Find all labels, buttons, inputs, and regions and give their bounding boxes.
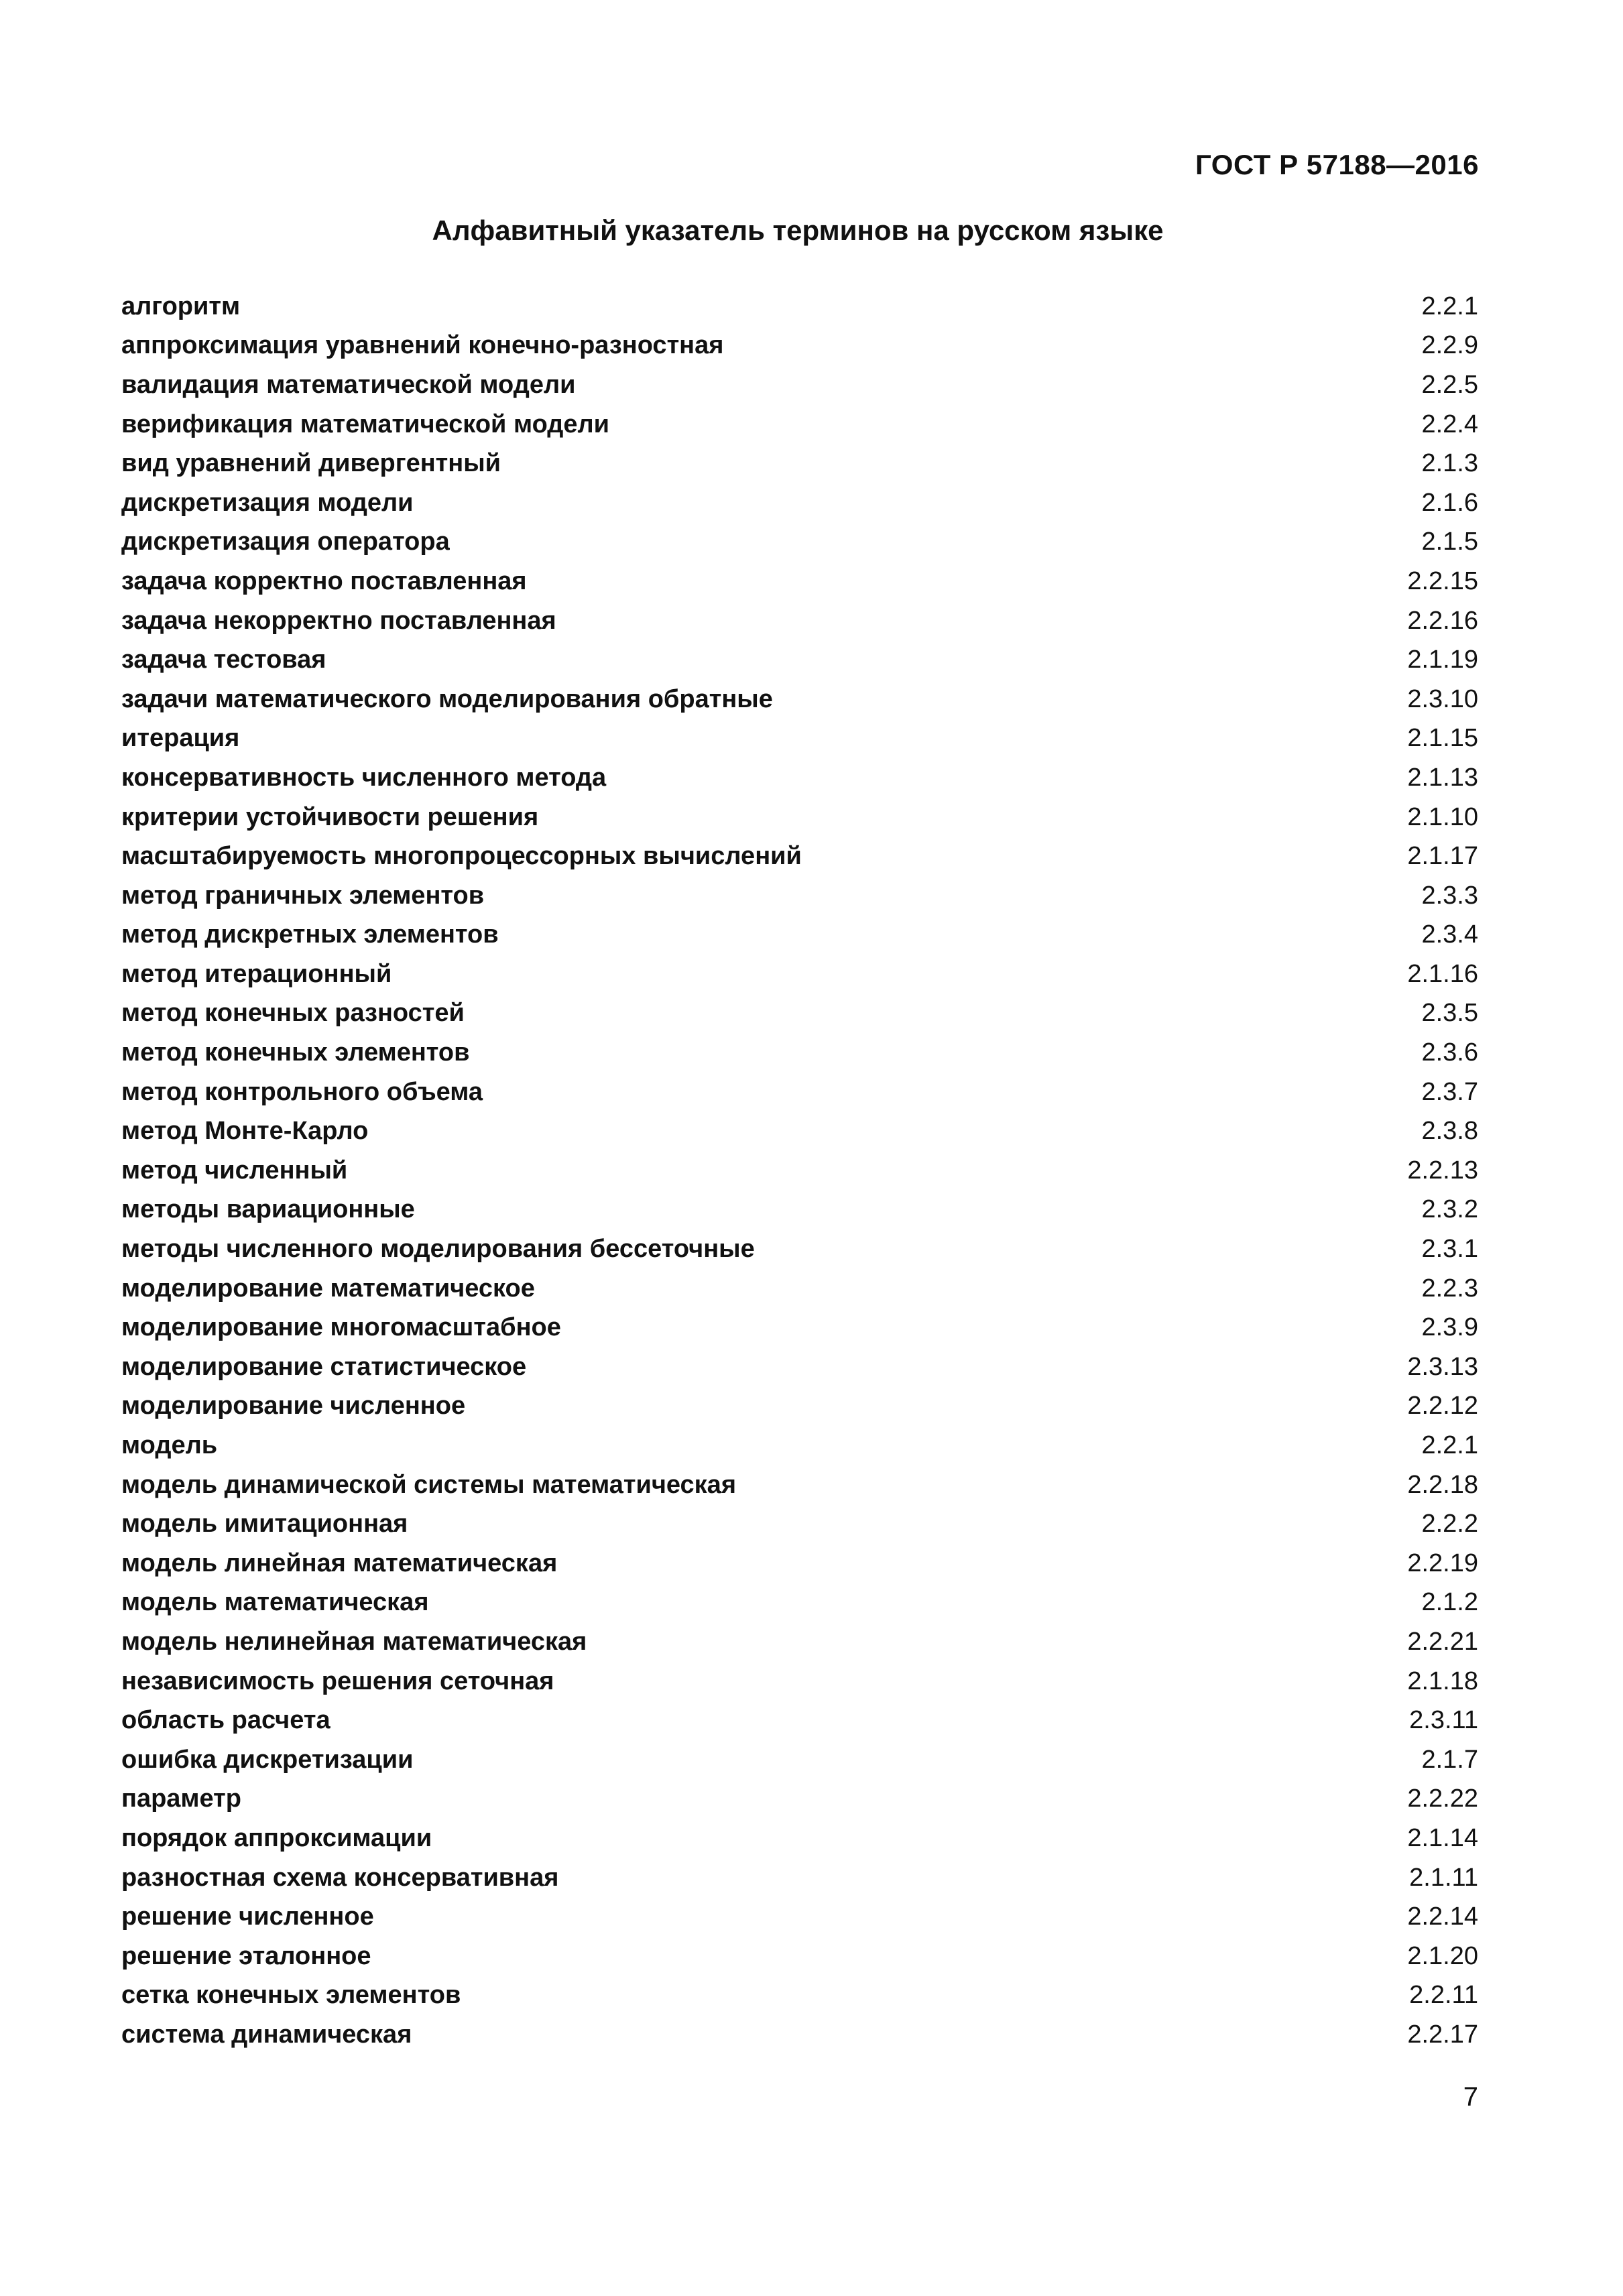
index-entry-ref: 2.2.22 xyxy=(1407,1785,1478,1813)
index-entry xyxy=(121,1426,1478,1465)
index-entry xyxy=(121,1662,1478,1701)
index-entry-ref: 2.2.1 xyxy=(1421,1431,1478,1460)
index-entry-term: консервативность численного метода xyxy=(121,763,607,792)
index-entry-ref: 2.1.7 xyxy=(1421,1745,1478,1774)
index-entry-ref: 2.1.2 xyxy=(1421,1588,1478,1617)
index-entry-term: задача корректно поставленная xyxy=(121,566,527,595)
index-entry xyxy=(121,1622,1478,1662)
index-entry-term: система динамическая xyxy=(121,2020,412,2049)
index-entry xyxy=(121,1780,1478,1819)
index-entry xyxy=(121,523,1478,562)
index-entry xyxy=(121,1308,1478,1347)
index-entry xyxy=(121,405,1478,444)
index-entry xyxy=(121,1269,1478,1309)
index-entry-ref: 2.1.17 xyxy=(1407,842,1478,871)
index-entry xyxy=(121,798,1478,837)
index-entry-term: разностная схема консервативная xyxy=(121,1863,559,1892)
index-entry xyxy=(121,444,1478,483)
index-entry-term: область расчета xyxy=(121,1706,330,1735)
index-entry-ref: 2.1.20 xyxy=(1407,1941,1478,1970)
index-entry xyxy=(121,916,1478,955)
index-entry xyxy=(121,640,1478,680)
index-entry-term: модель математическая xyxy=(121,1588,429,1617)
index-entry-term: метод граничных элементов xyxy=(121,881,485,910)
index-entry-ref: 2.2.9 xyxy=(1421,331,1478,360)
index-entry xyxy=(121,1583,1478,1623)
index-title: Алфавитный указатель терминов на русском языке xyxy=(432,215,1164,246)
index-entry-ref: 2.1.6 xyxy=(1421,488,1478,517)
index-entry-term: масштабируемость многопроцессорных вычислений xyxy=(121,842,802,871)
index-entry-ref: 2.3.1 xyxy=(1421,1235,1478,1264)
index-entry xyxy=(121,758,1478,798)
index-entry-ref: 2.1.18 xyxy=(1407,1667,1478,1695)
index-entry-ref: 2.1.19 xyxy=(1407,646,1478,674)
index-entry xyxy=(121,326,1478,366)
index-entry-ref: 2.2.16 xyxy=(1407,606,1478,635)
index-entry-ref: 2.3.8 xyxy=(1421,1117,1478,1146)
index-entry xyxy=(121,1191,1478,1230)
index-entry-ref: 2.3.9 xyxy=(1421,1313,1478,1342)
index-entry xyxy=(121,1897,1478,1937)
index-entry-ref: 2.2.11 xyxy=(1409,1981,1478,2010)
index-entry-term: метод Монте-Карло xyxy=(121,1117,369,1146)
index-entry xyxy=(121,994,1478,1034)
index-entry-ref: 2.1.3 xyxy=(1421,449,1478,478)
index-entry-ref: 2.3.4 xyxy=(1421,920,1478,949)
index-entry xyxy=(121,680,1478,719)
index-entry-term: порядок аппроксимации xyxy=(121,1823,432,1852)
index-entry-ref: 2.3.5 xyxy=(1421,999,1478,1028)
index-entry xyxy=(121,955,1478,994)
index-entry-ref: 2.2.18 xyxy=(1407,1470,1478,1499)
index-entry xyxy=(121,1701,1478,1740)
index-entry-ref: 2.2.15 xyxy=(1407,566,1478,595)
index-entry-term: критерии устойчивости решения xyxy=(121,802,539,831)
index-entry-ref: 2.2.5 xyxy=(1421,370,1478,399)
index-entry-term: решение эталонное xyxy=(121,1941,371,1970)
index-entry xyxy=(121,1740,1478,1780)
index-entry-term: верификация математической модели xyxy=(121,410,610,438)
index-entry-ref: 2.1.11 xyxy=(1409,1863,1478,1892)
index-entry xyxy=(121,1033,1478,1073)
index-entry-term: метод численный xyxy=(121,1156,348,1185)
index-entry-ref: 2.2.1 xyxy=(1421,292,1478,320)
index-entry-term: метод конечных элементов xyxy=(121,1038,470,1067)
index-entry xyxy=(121,1347,1478,1387)
index-entry-ref: 2.1.5 xyxy=(1421,528,1478,556)
index-entry-term: метод дискретных элементов xyxy=(121,920,499,949)
index-entry xyxy=(121,1387,1478,1427)
index-entry xyxy=(121,1229,1478,1269)
index-entry xyxy=(121,1465,1478,1505)
index-entry-term: вид уравнений дивергентный xyxy=(121,449,501,478)
index-entry xyxy=(121,1819,1478,1858)
term-index-list xyxy=(121,287,1478,2055)
index-entry xyxy=(121,562,1478,601)
index-entry-term: сетка конечных элементов xyxy=(121,1981,461,2010)
index-entry xyxy=(121,1151,1478,1191)
index-entry xyxy=(121,483,1478,523)
index-entry-term: метод итерационный xyxy=(121,959,392,988)
index-entry-term: методы вариационные xyxy=(121,1195,415,1224)
index-entry xyxy=(121,1544,1478,1583)
index-entry-term: аппроксимация уравнений конечно-разностная xyxy=(121,331,724,360)
index-entry-term: моделирование численное xyxy=(121,1392,466,1421)
index-entry-term: независимость решения сеточная xyxy=(121,1667,554,1695)
index-entry-ref: 2.1.10 xyxy=(1407,802,1478,831)
page-number: 7 xyxy=(1463,2082,1478,2112)
index-entry-ref: 2.3.2 xyxy=(1421,1195,1478,1224)
index-entry-term: моделирование математическое xyxy=(121,1274,535,1303)
index-entry-ref: 2.2.13 xyxy=(1407,1156,1478,1185)
index-entry-term: дискретизация оператора xyxy=(121,528,450,556)
index-entry xyxy=(121,601,1478,641)
index-entry-ref: 2.3.7 xyxy=(1421,1077,1478,1106)
index-entry-term: итерация xyxy=(121,724,240,753)
index-entry-term: модель линейная математическая xyxy=(121,1549,558,1577)
index-entry-term: моделирование многомасштабное xyxy=(121,1313,561,1342)
index-entry-term: ошибка дискретизации xyxy=(121,1745,414,1774)
index-entry xyxy=(121,1073,1478,1112)
index-entry-term: метод конечных разностей xyxy=(121,999,465,1028)
index-entry-ref: 2.2.12 xyxy=(1407,1392,1478,1421)
index-entry-ref: 2.3.3 xyxy=(1421,881,1478,910)
index-entry xyxy=(121,1504,1478,1544)
index-entry xyxy=(121,837,1478,876)
index-entry-ref: 2.3.6 xyxy=(1421,1038,1478,1067)
index-entry-ref: 2.2.17 xyxy=(1407,2020,1478,2049)
index-entry-term: валидация математической модели xyxy=(121,370,576,399)
index-entry-ref: 2.3.10 xyxy=(1407,684,1478,713)
index-entry-ref: 2.2.14 xyxy=(1407,1902,1478,1931)
index-entry-term: алгоритм xyxy=(121,292,241,320)
index-entry-ref: 2.3.13 xyxy=(1407,1352,1478,1381)
index-entry-term: дискретизация модели xyxy=(121,488,414,517)
index-entry-ref: 2.1.15 xyxy=(1407,724,1478,753)
document-code: ГОСТ Р 57188—2016 xyxy=(1195,149,1479,180)
index-entry-term: модель имитационная xyxy=(121,1510,408,1538)
index-entry xyxy=(121,719,1478,759)
index-entry-term: моделирование статистическое xyxy=(121,1352,527,1381)
index-entry xyxy=(121,365,1478,405)
index-entry xyxy=(121,287,1478,326)
index-entry xyxy=(121,1976,1478,2016)
index-entry-term: решение численное xyxy=(121,1902,374,1931)
index-entry-ref: 2.1.13 xyxy=(1407,763,1478,792)
index-entry-ref: 2.2.2 xyxy=(1421,1510,1478,1538)
index-entry-term: задача некорректно поставленная xyxy=(121,606,556,635)
index-entry-term: методы численного моделирования бессеточные xyxy=(121,1235,755,1264)
index-entry-ref: 2.1.14 xyxy=(1407,1823,1478,1852)
index-entry-term: задачи математического моделирования обратные xyxy=(121,684,773,713)
index-entry xyxy=(121,1111,1478,1151)
index-entry-term: метод контрольного объема xyxy=(121,1077,483,1106)
index-entry-term: параметр xyxy=(121,1785,241,1813)
index-entry xyxy=(121,876,1478,916)
index-entry-ref: 2.2.21 xyxy=(1407,1627,1478,1656)
index-entry-term: модель динамической системы математическая xyxy=(121,1470,736,1499)
index-entry xyxy=(121,1858,1478,1898)
index-entry xyxy=(121,1937,1478,1976)
index-entry-ref: 2.2.4 xyxy=(1421,410,1478,438)
index-entry-term: задача тестовая xyxy=(121,646,326,674)
index-entry-ref: 2.1.16 xyxy=(1407,959,1478,988)
index-entry-ref: 2.3.11 xyxy=(1409,1706,1478,1735)
index-entry-ref: 2.2.3 xyxy=(1421,1274,1478,1303)
index-entry-term: модель нелинейная математическая xyxy=(121,1627,587,1656)
index-entry xyxy=(121,2015,1478,2055)
index-entry-ref: 2.2.19 xyxy=(1407,1549,1478,1577)
index-entry-term: модель xyxy=(121,1431,218,1460)
